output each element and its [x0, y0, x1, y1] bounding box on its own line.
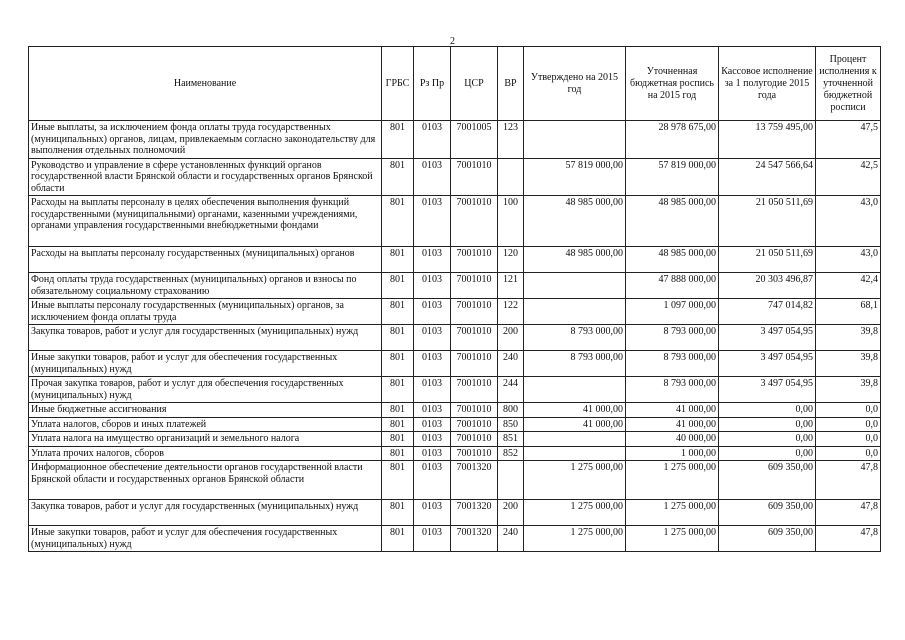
table-row — [29, 121, 881, 159]
cell-name: Закупка товаров, работ и услуг для государственных (муниципальных) нужд — [29, 500, 382, 526]
cell-name: Уплата налога на имущество организаций и земельного налога — [29, 432, 382, 447]
cell-percent: 42,4 — [816, 273, 881, 299]
cell-grbs: 801 — [382, 299, 414, 325]
cell-csr: 7001010 — [451, 158, 498, 196]
cell-name: Информационное обеспечение деятельности органов государственной власти Брянской области и государственных органов Брянской области — [29, 461, 382, 500]
cell-rzpr: 0103 — [414, 299, 451, 325]
cell-rzpr: 0103 — [414, 196, 451, 247]
cell-csr: 7001320 — [451, 526, 498, 552]
cell-approved — [524, 273, 626, 299]
cell-refined: 41 000,00 — [626, 403, 719, 418]
table-row — [29, 403, 881, 418]
cell-csr: 7001320 — [451, 461, 498, 500]
cell-rzpr: 0103 — [414, 121, 451, 159]
cell-refined: 28 978 675,00 — [626, 121, 719, 159]
cell-name: Фонд оплаты труда государственных (муниципальных) органов и взносы по обязательному социальному страхованию — [29, 273, 382, 299]
cell-name: Уплата налогов, сборов и иных платежей — [29, 417, 382, 432]
cell-approved: 8 793 000,00 — [524, 351, 626, 377]
cell-vr: 240 — [498, 526, 524, 552]
cell-cash: 0,00 — [719, 432, 816, 447]
cell-vr: 122 — [498, 299, 524, 325]
cell-grbs: 801 — [382, 526, 414, 552]
cell-percent: 0,0 — [816, 403, 881, 418]
cell-approved: 1 275 000,00 — [524, 526, 626, 552]
cell-csr: 7001010 — [451, 417, 498, 432]
cell-grbs: 801 — [382, 196, 414, 247]
cell-vr: 240 — [498, 351, 524, 377]
cell-rzpr: 0103 — [414, 247, 451, 273]
cell-percent: 47,8 — [816, 500, 881, 526]
cell-name: Иные выплаты, за исключением фонда оплаты труда государственных (муниципальных) органов, лицам, привлекаемым согласно законодательству для выполнения отдельных полномочий — [29, 121, 382, 159]
cell-grbs: 801 — [382, 121, 414, 159]
cell-grbs: 801 — [382, 325, 414, 351]
cell-vr: 852 — [498, 446, 524, 461]
cell-rzpr: 0103 — [414, 325, 451, 351]
cell-cash: 3 497 054,95 — [719, 377, 816, 403]
cell-approved: 8 793 000,00 — [524, 325, 626, 351]
table-row — [29, 526, 881, 552]
cell-name: Иные закупки товаров, работ и услуг для обеспечения государственных (муниципальных) нужд — [29, 526, 382, 552]
table-row — [29, 299, 881, 325]
col-rzpr-header: Рз Пр — [414, 47, 451, 121]
cell-approved: 41 000,00 — [524, 403, 626, 418]
cell-vr: 121 — [498, 273, 524, 299]
cell-name: Закупка товаров, работ и услуг для государственных (муниципальных) нужд — [29, 325, 382, 351]
cell-refined: 8 793 000,00 — [626, 325, 719, 351]
cell-cash: 609 350,00 — [719, 526, 816, 552]
cell-vr: 850 — [498, 417, 524, 432]
cell-cash: 20 303 496,87 — [719, 273, 816, 299]
cell-percent: 0,0 — [816, 446, 881, 461]
cell-rzpr: 0103 — [414, 351, 451, 377]
table-row — [29, 325, 881, 351]
cell-grbs: 801 — [382, 417, 414, 432]
cell-grbs: 801 — [382, 432, 414, 447]
cell-percent: 42,5 — [816, 158, 881, 196]
col-name-header: Наименование — [29, 47, 382, 121]
cell-cash: 3 497 054,95 — [719, 351, 816, 377]
cell-name: Руководство и управление в сфере установленных функций органов государственной власти Брянской области и государственных органов Брянской области — [29, 158, 382, 196]
cell-cash: 13 759 495,00 — [719, 121, 816, 159]
cell-percent: 39,8 — [816, 377, 881, 403]
table-row — [29, 446, 881, 461]
cell-name: Иные выплаты персоналу государственных (муниципальных) органов, за исключением фонда оплаты труда — [29, 299, 382, 325]
cell-refined: 48 985 000,00 — [626, 196, 719, 247]
cell-approved — [524, 121, 626, 159]
cell-refined: 1 097 000,00 — [626, 299, 719, 325]
cell-csr: 7001010 — [451, 273, 498, 299]
cell-approved: 48 985 000,00 — [524, 196, 626, 247]
cell-refined: 40 000,00 — [626, 432, 719, 447]
budget-table — [28, 46, 881, 552]
cell-percent: 43,0 — [816, 196, 881, 247]
cell-cash: 21 050 511,69 — [719, 247, 816, 273]
table-row — [29, 500, 881, 526]
cell-refined: 1 275 000,00 — [626, 500, 719, 526]
cell-approved — [524, 446, 626, 461]
cell-percent: 39,8 — [816, 351, 881, 377]
cell-rzpr: 0103 — [414, 526, 451, 552]
table-row — [29, 247, 881, 273]
cell-csr: 7001005 — [451, 121, 498, 159]
table-row — [29, 432, 881, 447]
cell-rzpr: 0103 — [414, 461, 451, 500]
col-grbs-header: ГРБС — [382, 47, 414, 121]
table-row — [29, 196, 881, 247]
cell-percent: 39,8 — [816, 325, 881, 351]
cell-approved: 41 000,00 — [524, 417, 626, 432]
cell-cash: 21 050 511,69 — [719, 196, 816, 247]
cell-refined: 8 793 000,00 — [626, 351, 719, 377]
cell-rzpr: 0103 — [414, 446, 451, 461]
cell-rzpr: 0103 — [414, 403, 451, 418]
cell-vr — [498, 461, 524, 500]
col-percent-header: Процент исполнения к уточненной бюджетной росписи — [816, 47, 881, 121]
col-approved-header: Утверждено на 2015 год — [524, 47, 626, 121]
cell-rzpr: 0103 — [414, 417, 451, 432]
col-cash-header: Кассовое исполнение за 1 полугодие 2015 года — [719, 47, 816, 121]
cell-approved: 1 275 000,00 — [524, 500, 626, 526]
cell-cash: 24 547 566,64 — [719, 158, 816, 196]
cell-name: Иные бюджетные ассигнования — [29, 403, 382, 418]
cell-csr: 7001010 — [451, 325, 498, 351]
cell-refined: 48 985 000,00 — [626, 247, 719, 273]
cell-name: Уплата прочих налогов, сборов — [29, 446, 382, 461]
cell-grbs: 801 — [382, 377, 414, 403]
cell-cash: 609 350,00 — [719, 461, 816, 500]
table-body — [29, 121, 881, 552]
cell-rzpr: 0103 — [414, 158, 451, 196]
cell-cash: 747 014,82 — [719, 299, 816, 325]
cell-cash: 0,00 — [719, 403, 816, 418]
cell-cash: 0,00 — [719, 417, 816, 432]
col-refined-header: Уточненная бюджетная роспись на 2015 год — [626, 47, 719, 121]
cell-approved: 57 819 000,00 — [524, 158, 626, 196]
cell-name: Иные закупки товаров, работ и услуг для обеспечения государственных (муниципальных) нужд — [29, 351, 382, 377]
cell-cash: 3 497 054,95 — [719, 325, 816, 351]
cell-vr: 100 — [498, 196, 524, 247]
cell-approved — [524, 432, 626, 447]
cell-refined: 1 275 000,00 — [626, 461, 719, 500]
cell-refined: 8 793 000,00 — [626, 377, 719, 403]
cell-vr: 200 — [498, 500, 524, 526]
table-row — [29, 158, 881, 196]
cell-percent: 43,0 — [816, 247, 881, 273]
cell-rzpr: 0103 — [414, 377, 451, 403]
table-row — [29, 273, 881, 299]
cell-vr: 851 — [498, 432, 524, 447]
cell-percent: 68,1 — [816, 299, 881, 325]
table-row — [29, 351, 881, 377]
cell-csr: 7001010 — [451, 196, 498, 247]
cell-rzpr: 0103 — [414, 432, 451, 447]
cell-name: Расходы на выплаты персоналу в целях обеспечения выполнения функций государственными (муниципальными) органами, казенными учреждениями, органами управления государственными внебюджетными фондами — [29, 196, 382, 247]
cell-refined: 47 888 000,00 — [626, 273, 719, 299]
cell-cash: 609 350,00 — [719, 500, 816, 526]
cell-vr: 200 — [498, 325, 524, 351]
cell-grbs: 801 — [382, 461, 414, 500]
cell-csr: 7001320 — [451, 500, 498, 526]
cell-refined: 41 000,00 — [626, 417, 719, 432]
cell-vr: 244 — [498, 377, 524, 403]
cell-refined: 1 275 000,00 — [626, 526, 719, 552]
cell-percent: 47,5 — [816, 121, 881, 159]
cell-vr: 123 — [498, 121, 524, 159]
cell-rzpr: 0103 — [414, 273, 451, 299]
cell-percent: 0,0 — [816, 432, 881, 447]
cell-vr: 120 — [498, 247, 524, 273]
cell-rzpr: 0103 — [414, 500, 451, 526]
cell-grbs: 801 — [382, 273, 414, 299]
table-row — [29, 461, 881, 500]
cell-vr: 800 — [498, 403, 524, 418]
cell-approved: 48 985 000,00 — [524, 247, 626, 273]
cell-percent: 47,8 — [816, 461, 881, 500]
cell-grbs: 801 — [382, 403, 414, 418]
cell-grbs: 801 — [382, 500, 414, 526]
cell-grbs: 801 — [382, 446, 414, 461]
cell-approved — [524, 299, 626, 325]
cell-grbs: 801 — [382, 158, 414, 196]
cell-grbs: 801 — [382, 247, 414, 273]
cell-percent: 47,8 — [816, 526, 881, 552]
cell-approved — [524, 377, 626, 403]
cell-name: Расходы на выплаты персоналу государственных (муниципальных) органов — [29, 247, 382, 273]
cell-refined: 57 819 000,00 — [626, 158, 719, 196]
cell-csr: 7001010 — [451, 446, 498, 461]
col-csr-header: ЦСР — [451, 47, 498, 121]
page-number: 2 — [450, 36, 455, 47]
cell-csr: 7001010 — [451, 403, 498, 418]
cell-csr: 7001010 — [451, 351, 498, 377]
cell-vr — [498, 158, 524, 196]
cell-csr: 7001010 — [451, 432, 498, 447]
cell-refined: 1 000,00 — [626, 446, 719, 461]
cell-csr: 7001010 — [451, 247, 498, 273]
cell-csr: 7001010 — [451, 299, 498, 325]
col-vr-header: ВР — [498, 47, 524, 121]
table-row — [29, 417, 881, 432]
cell-name: Прочая закупка товаров, работ и услуг для обеспечения государственных (муниципальных) нужд — [29, 377, 382, 403]
table-row — [29, 377, 881, 403]
cell-grbs: 801 — [382, 351, 414, 377]
cell-csr: 7001010 — [451, 377, 498, 403]
cell-cash: 0,00 — [719, 446, 816, 461]
cell-percent: 0,0 — [816, 417, 881, 432]
cell-approved: 1 275 000,00 — [524, 461, 626, 500]
header-row — [29, 47, 881, 121]
